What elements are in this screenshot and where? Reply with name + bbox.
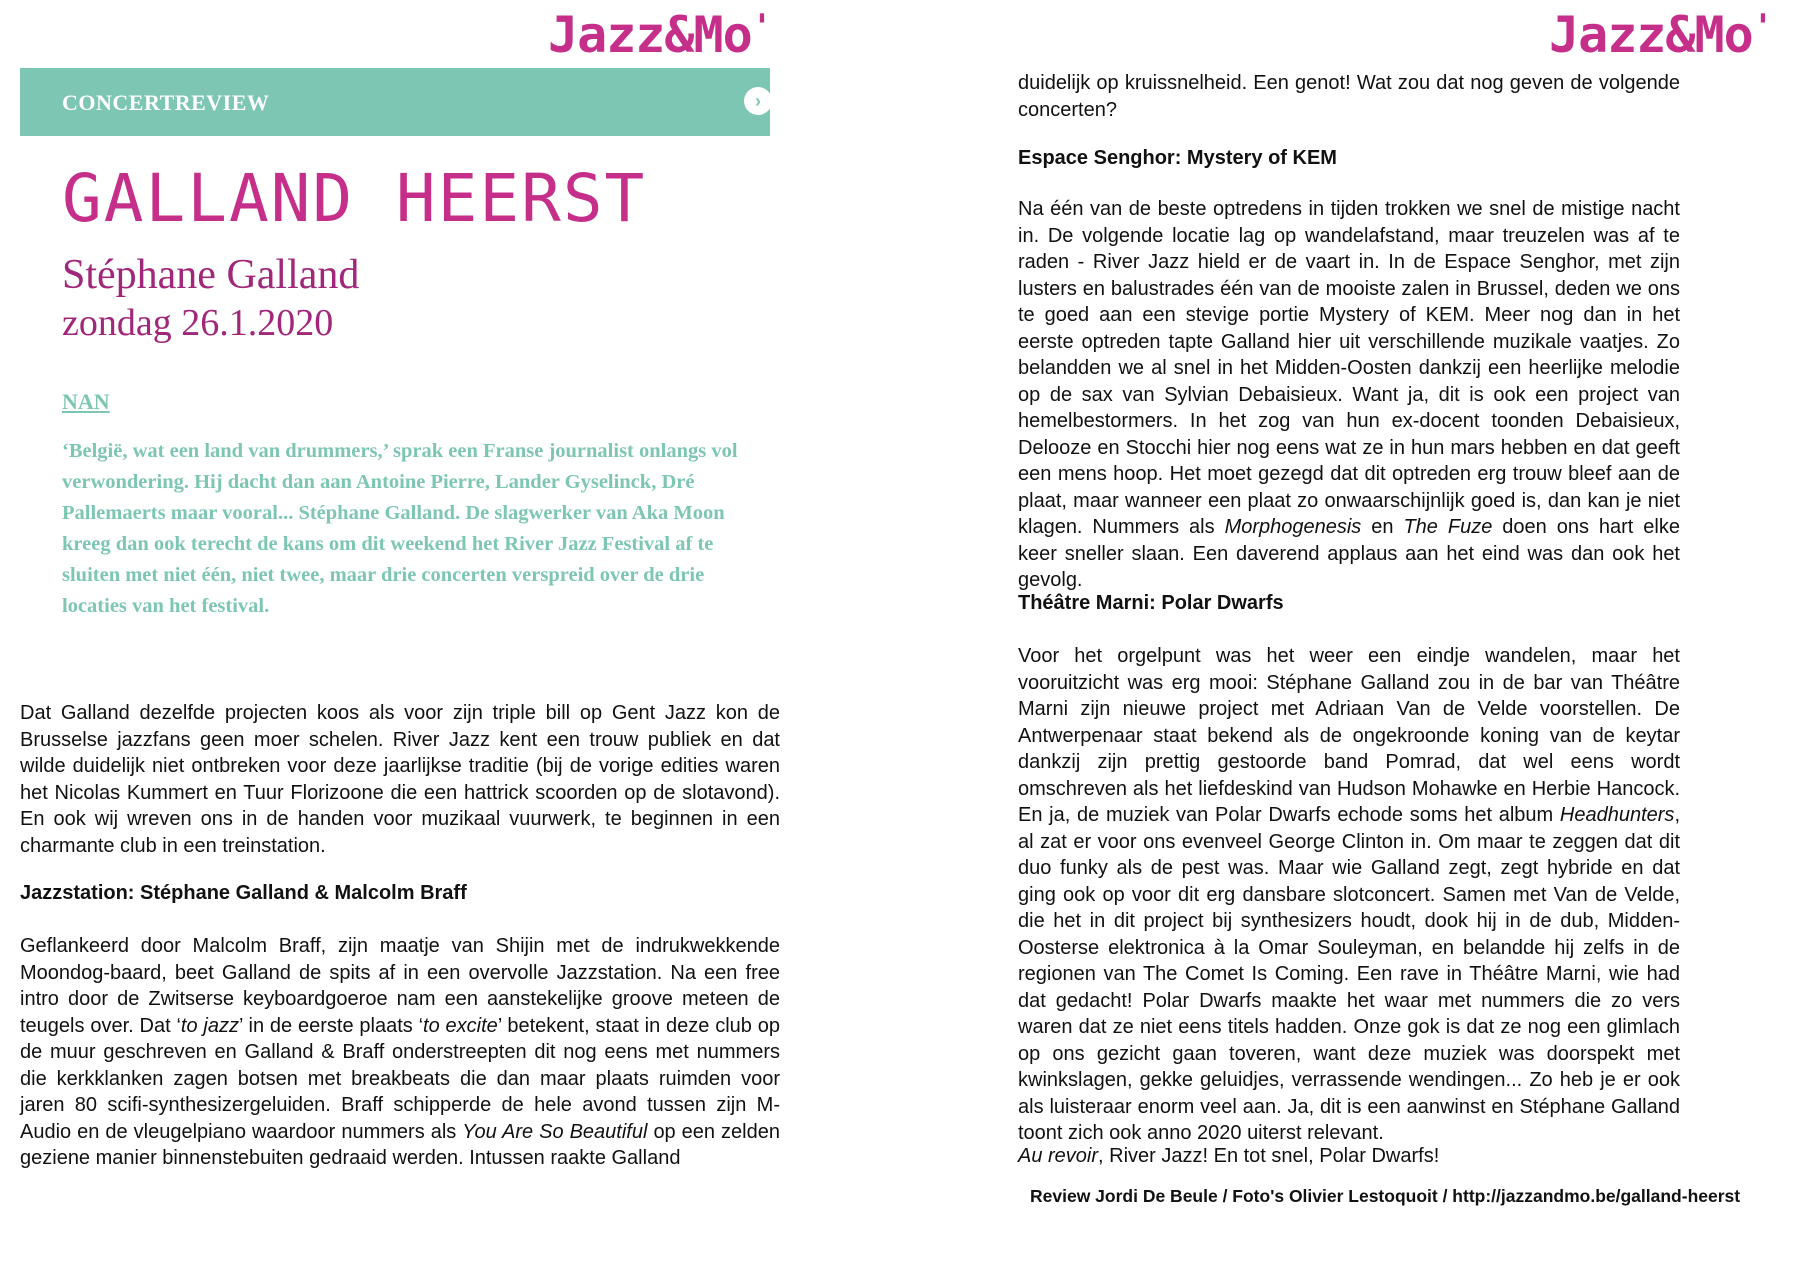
article-date: zondag 26.1.2020 [62,302,334,344]
closing-italic: Au revoir [1018,1145,1099,1167]
section-heading-theatre-marni: Théâtre Marni: Polar Dwarfs [1018,592,1284,614]
logo-apostrophe: ' [751,7,772,47]
paragraph-3 [1018,196,1680,594]
logo-apostrophe-right: ' [1752,7,1773,47]
logo-text: Jazz&Mo [548,6,752,64]
p2-text-a: Geflankeerd door Malcolm Braff, zijn maatje van Shijin met de indrukwekkende Moondog-baard, beet Galland de spits af in een overvolle Jazzstation. Na een free intro door de Zwitserse keyboardgoeroe nam een aanstekelijke groove meteen de teugels over. Dat ‘ [20,935,780,1037]
p3-text-b: en [1361,516,1404,538]
p2-text-b: ’ in de eerste plaats ‘ [238,1014,424,1037]
paragraph-2-continued: duidelijk op kruissnelheid. Een genot! Wat zou dat nog geven de volgende concerten? [1018,72,1680,121]
logo-text-right: Jazz&Mo [1549,6,1753,64]
p2-italic-2: to excite [423,1014,498,1037]
p4-italic-1: Headhunters [1559,804,1675,826]
p2-italic-3: You Are So Beautiful [462,1120,648,1143]
p3-italic-2: The Fuze [1403,516,1493,538]
p3-text-a: Na één van de beste optredens in tijden trokken we snel de mistige nacht in. De volgende locatie lag op wandelafstand, maar treuzelen was af te raden - River Jazz hield er de vaart in. In de Espace Senghor, met zijn lusters en balustrades één van de mooiste zalen in Brussel, deden we ons te goed aan een stevige portie Mystery of KEM. Meer nog dan in het eerste optreden tapte Galland hier uit verschillende muzikale vaatjes. Zo belandden we al snel in het Midden-Oosten dankzij een heerlijke melodie op de sax van Sylvian Debaisieux. Want ja, dit is ook een project van hemelbestormers. In het zog van hun ex-docent toonden Debaisieux, Delooze en Stocchi hier nog eens wat ze in hun mars hebben en dat geeft een mens hoop. Het moet gezegd dat dit optreden erg trouw bleef aan de plaat, maar wanneer een plaat zo onwaarschijnlijk goed is, dan kan je niet klagen. Nummers als [1018,198,1680,538]
p3-text-c: doen ons hart elke keer sneller slaan. Een daverend applaus aan het eind was dan ook het gevolg. [1018,516,1680,591]
article-intro: ‘België, wat een land van drummers,’ sprak een Franse journalist onlangs vol verwondering. Hij dacht dan aan Antoine Pierre, Lander Gyselinck, Dré Pallemaerts maar vooral... Stéphane Galland. De slagwerker van Aka Moon kreeg dan ook terecht de kans om dit weekend het River Jazz Festival af te sluiten met niet één, niet twee, maar drie concerten verspreid over de drie locaties van het festival. [62,440,738,617]
article-subtitle: Stéphane Galland [62,252,360,298]
credits-line: Review Jordi De Beule / Foto's Olivier Lestoquoit / http://jazzandmo.be/galland-heerst [1030,1186,1741,1206]
p3-italic-1: Morphogenesis [1224,516,1362,538]
closing-text: , River Jazz! En tot snel, Polar Dwarfs! [1098,1145,1440,1167]
closing-line [1018,1143,1439,1170]
p4-text-b: , al zat er voor ons evenveel George Clinton in. Om maar te zeggen dat dit duo funky als de pest was. Maar wie Galland zegt, zegt hybride en dat ging ook op voor dit erg dansbare slotconcert. Samen met Van de Velde, die het in dit project bij synthesizers houdt, dook hij in de dub, Midden-Oosterse elektronica à la Omar Souleyman, en belandde hij zelfs in de regionen van The Comet Is Coming. Een rave in Théâtre Marni, wie had dat gedacht! Polar Dwarfs maakte het waar met nummers die zo vers waren dat ze niet eens titels hadden. Onze gok is dat ze nog een glimlach op ons gezicht gaan toveren, want deze muziek was doorspekt met kwinkslagen, gekke geluidjes, verrassende wendingen... Zo heb je er ook als luisteraar enorm veel aan. Ja, dit is een aanwinst en Stéphane Galland toont zich ook anno 2020 uiterst relevant. [1018,804,1680,1144]
section-heading-espace-senghor: Espace Senghor: Mystery of KEM [1018,147,1337,169]
p2-italic-1: to jazz [180,1014,239,1037]
p4-text-a: Voor het orgelpunt was het weer een eindje wandelen, maar het vooruitzicht was erg mooi: Stéphane Galland zou in de bar van Théâtre Marni zijn nieuwe project met Adriaan Van de Velde voorstellen. De Antwerpenaar staat bekend als de ongekroonde koning van de keytar dankzij zijn prettig gestoorde band Pomrad, dat wel eens wordt omschreven als het liefdeskind van Hudson Mohawke en Herbie Hancock. En ja, de muziek van Polar Dwarfs echode soms het album [1018,645,1680,826]
paragraph-1: Dat Galland dezelfde projecten koos als voor zijn triple bill op Gent Jazz kon de Brusselse jazzfans geen moer schelen. River Jazz kent een trouw publiek en dat wilde duidelijk niet ontbreken voor deze jaarlijkse traditie (bij de vorige edities waren het Nicolas Kummert en Tuur Florizoone die een hattrick scoorden op de slotavond). En ook wij wreven ons in de handen voor muzikaal vuurwerk, te beginnen in een charmante club in een treinstation. [20,702,780,857]
paragraph-2 [20,933,780,1172]
author-link[interactable]: NAN [62,389,110,414]
article-headline: GALLAND HEERST [62,160,647,237]
jazzandmo-logo[interactable] [548,6,772,64]
paragraph-4 [1018,643,1680,1147]
p2-text-c: ’ betekent, staat in deze club op de muur geschreven en Galland & Braff onderstreepten dit nog eens met nummers die kerkklanken zagen botsen met breakbeats die dan maar plaats ruimden voor jaren 80 scifi-synthesizergeluiden. Braff schipperde de hele avond tussen zijn M-Audio en de vleugelpiano waardoor nummers als [20,1014,780,1143]
right-page [902,0,1804,1284]
p2-text-d: op een zelden geziene manier binnenstebuiten gedraaid werden. Intussen raakte Galland [20,1120,780,1169]
section-heading-jazzstation: Jazzstation: Stéphane Galland & Malcolm Braff [20,882,467,904]
category-label: CONCERTREVIEW [62,90,270,115]
jazzandmo-logo-right[interactable] [1549,6,1773,64]
category-banner [20,68,770,136]
chevron-right-icon[interactable]: › [744,87,772,115]
